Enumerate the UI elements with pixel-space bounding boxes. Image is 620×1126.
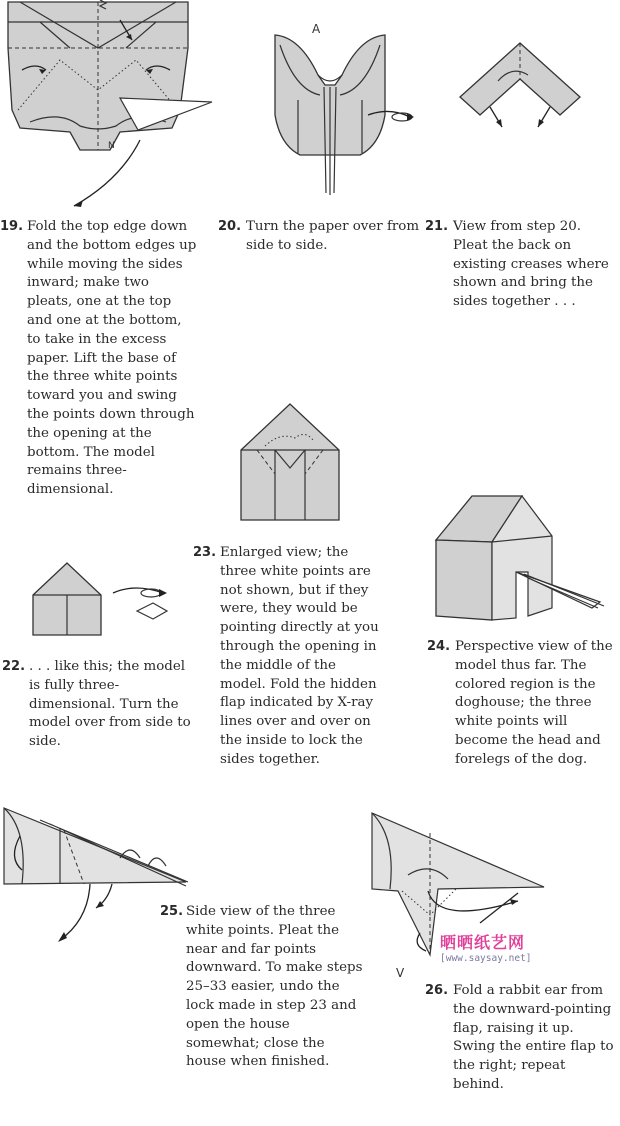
step-25-number: 25. bbox=[160, 904, 184, 919]
step-21-number: 21. bbox=[425, 219, 449, 234]
watermark-logo: 晒晒纸艺网 bbox=[440, 933, 526, 952]
step-19-number: 19. bbox=[0, 219, 24, 234]
watermark bbox=[440, 930, 532, 964]
step-26-number: 26. bbox=[425, 983, 449, 998]
diagram-step-25 bbox=[0, 800, 200, 950]
step-23-text: Enlarged view; the three white points are not shown, but if they were, they would be pointing directly at you through the opening in the middle of the model. Fold the hidden flap indicated by X-ray lines over and over on the inside to lock the sides together. bbox=[220, 545, 379, 767]
diagram-step-22 bbox=[25, 555, 180, 645]
diagram-step-21 bbox=[450, 35, 600, 145]
step-22-number: 22. bbox=[2, 659, 26, 674]
step20-mark: A bbox=[312, 22, 321, 36]
diagram-step-20 bbox=[240, 15, 430, 200]
step-20-text: Turn the paper over from side to side. bbox=[246, 219, 420, 253]
step-24-number: 24. bbox=[427, 639, 451, 654]
diagram-step-23 bbox=[235, 400, 355, 525]
step26-mark: V bbox=[396, 966, 405, 980]
step-23-number: 23. bbox=[193, 545, 217, 560]
step-22-text: . . . like this; the model is fully three-dimensional. Turn the model over from side to side. bbox=[29, 659, 191, 750]
step-20-number: 20. bbox=[218, 219, 242, 234]
step-21-text: View from step 20. Pleat the back on existing creases where shown and bring the sides together . . . bbox=[453, 219, 609, 310]
svg-text:N: N bbox=[108, 141, 115, 151]
diagram-step-19 bbox=[0, 0, 215, 210]
step-26-text: Fold a rabbit ear from the downward-pointing flap, raising it up. Swing the entire flap to the right; repeat behind. bbox=[453, 983, 614, 1092]
step-24-text: Perspective view of the model thus far. The colored region is the doghouse; the three white points will become the head and forelegs of the dog. bbox=[455, 639, 613, 767]
diagram-step-24 bbox=[432, 490, 612, 630]
step-19-text: Fold the top edge down and the bottom edges up while moving the sides inward; make two pleats, one at the top and one at the bottom, to take in the excess paper. Lift the base of the three white points toward you and swing the points down through the opening at the bottom. The model remains three-dimensional. bbox=[27, 219, 197, 498]
step-25-text: Side view of the three white points. Pleat the near and far points downward. To make steps 25–33 easier, undo the lock made in step 23 and open the house somewhat; close the house when finished. bbox=[186, 904, 363, 1070]
watermark-url: [www.saysay.net] bbox=[440, 953, 532, 964]
